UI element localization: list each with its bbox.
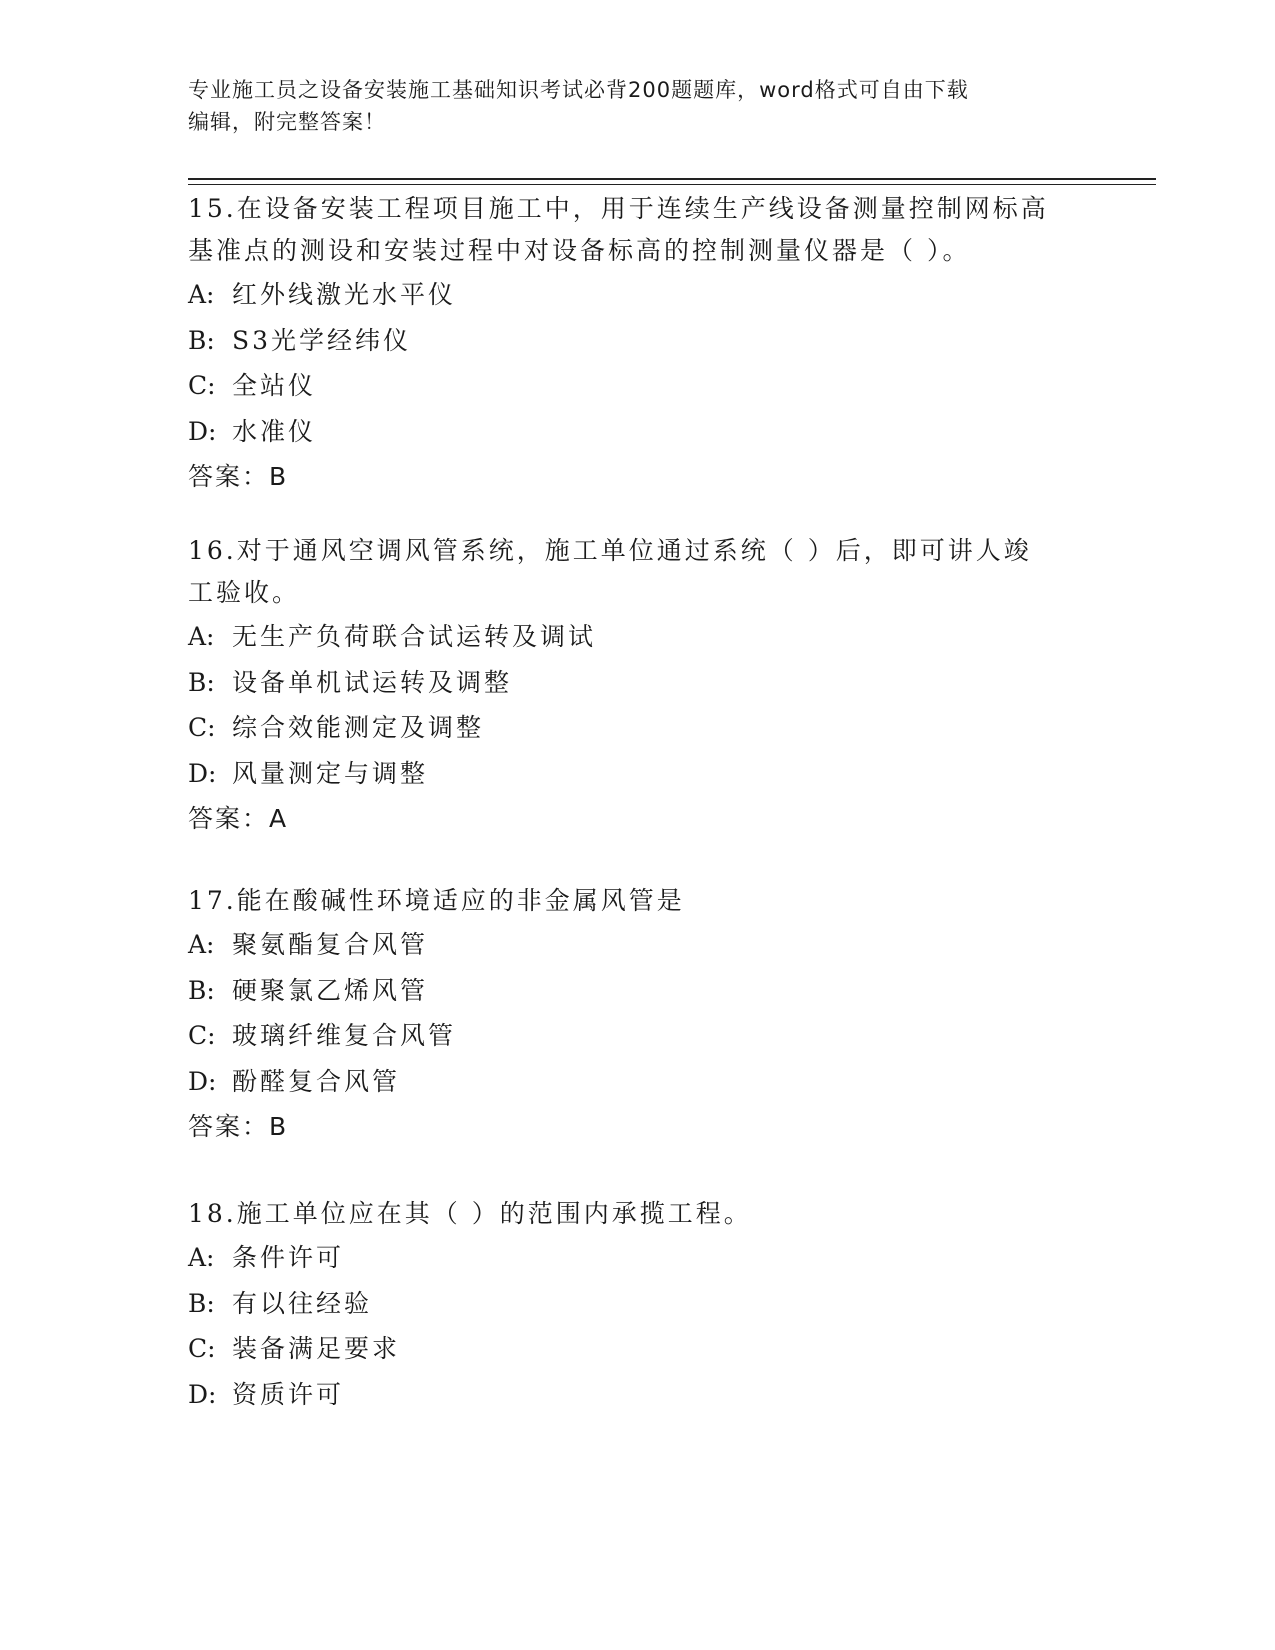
option-label: C: [188,1334,216,1363]
option-label: A: [188,930,215,959]
option-text: 装备满足要求 [232,1334,401,1363]
option-label: D: [188,758,217,788]
option-b [188,318,1088,364]
header-line-1: 专业施工员之设备安装施工基础知识考试必背200题题库，word格式可自由下载 [188,78,969,102]
option-label: B: [188,1288,215,1318]
question-stem-line-1: 17.能在酸碱性环境适应的非金属风管是 [188,886,685,915]
option-text: 硬聚氯乙烯风管 [232,975,429,1005]
option-text: 有以往经验 [232,1288,373,1318]
option-d [188,751,1088,797]
option-b [188,660,1088,706]
answer: 答案：B [188,1112,289,1141]
option-label: A: [188,1243,215,1272]
option-label: C: [188,371,216,400]
answer: 答案：A [188,804,289,833]
option-label: B: [188,667,215,697]
option-text: 红外线激光水平仪 [232,280,457,309]
option-c [188,363,1088,409]
option-d [188,1059,1088,1105]
option-label: A: [188,622,215,651]
question-stem-line-1: 18.施工单位应在其（ ）的范围内承揽工程。 [188,1199,752,1228]
question-stem-line-1: 16.对于通风空调风管系统，施工单位通过系统（ ）后，即可讲人竣 [188,536,1032,565]
header-divider-thick [188,178,1156,180]
option-text: 资质许可 [232,1379,345,1409]
question-stem-line-2: 基准点的测设和安装过程中对设备标高的控制测量仪器是（ ）。 [188,236,971,265]
option-text: 设备单机试运转及调整 [232,667,513,697]
option-a [188,922,1088,968]
option-text: S3光学经纬仪 [232,325,412,355]
option-label: B: [188,975,215,1005]
option-text: 聚氨酯复合风管 [232,930,429,959]
question-stem-line-1: 15.在设备安装工程项目施工中，用于连续生产线设备测量控制网标高 [188,194,1049,223]
answer: 答案：B [188,462,289,491]
option-label: C: [188,1021,216,1050]
header-line-2: 编辑，附完整答案！ [188,110,386,134]
option-a [188,614,1088,660]
question-stem-line-2: 工验收。 [188,578,301,607]
option-text: 条件许可 [232,1243,345,1272]
option-label: D: [188,416,217,446]
option-b [188,968,1088,1014]
option-c [188,705,1088,751]
option-label: C: [188,713,216,742]
option-text: 无生产负荷联合试运转及调试 [232,622,597,651]
question-18 [188,1193,1088,1417]
option-text: 玻璃纤维复合风管 [232,1021,457,1050]
option-label: D: [188,1379,217,1409]
question-15 [188,188,1088,500]
question-17 [188,880,1088,1150]
option-a [188,1235,1088,1281]
document-header [188,74,1068,138]
header-divider-thin [188,184,1156,185]
option-b [188,1281,1088,1327]
option-label: D: [188,1066,217,1096]
question-16 [188,530,1088,842]
option-text: 酚醛复合风管 [232,1066,401,1096]
option-d [188,1372,1088,1418]
option-a [188,272,1088,318]
option-label: B: [188,325,215,355]
option-label: A: [188,280,215,309]
option-d [188,409,1088,455]
option-text: 风量测定与调整 [232,758,429,788]
option-text: 水准仪 [232,416,317,446]
option-c [188,1013,1088,1059]
option-text: 全站仪 [232,371,317,400]
option-c [188,1326,1088,1372]
option-text: 综合效能测定及调整 [232,713,485,742]
